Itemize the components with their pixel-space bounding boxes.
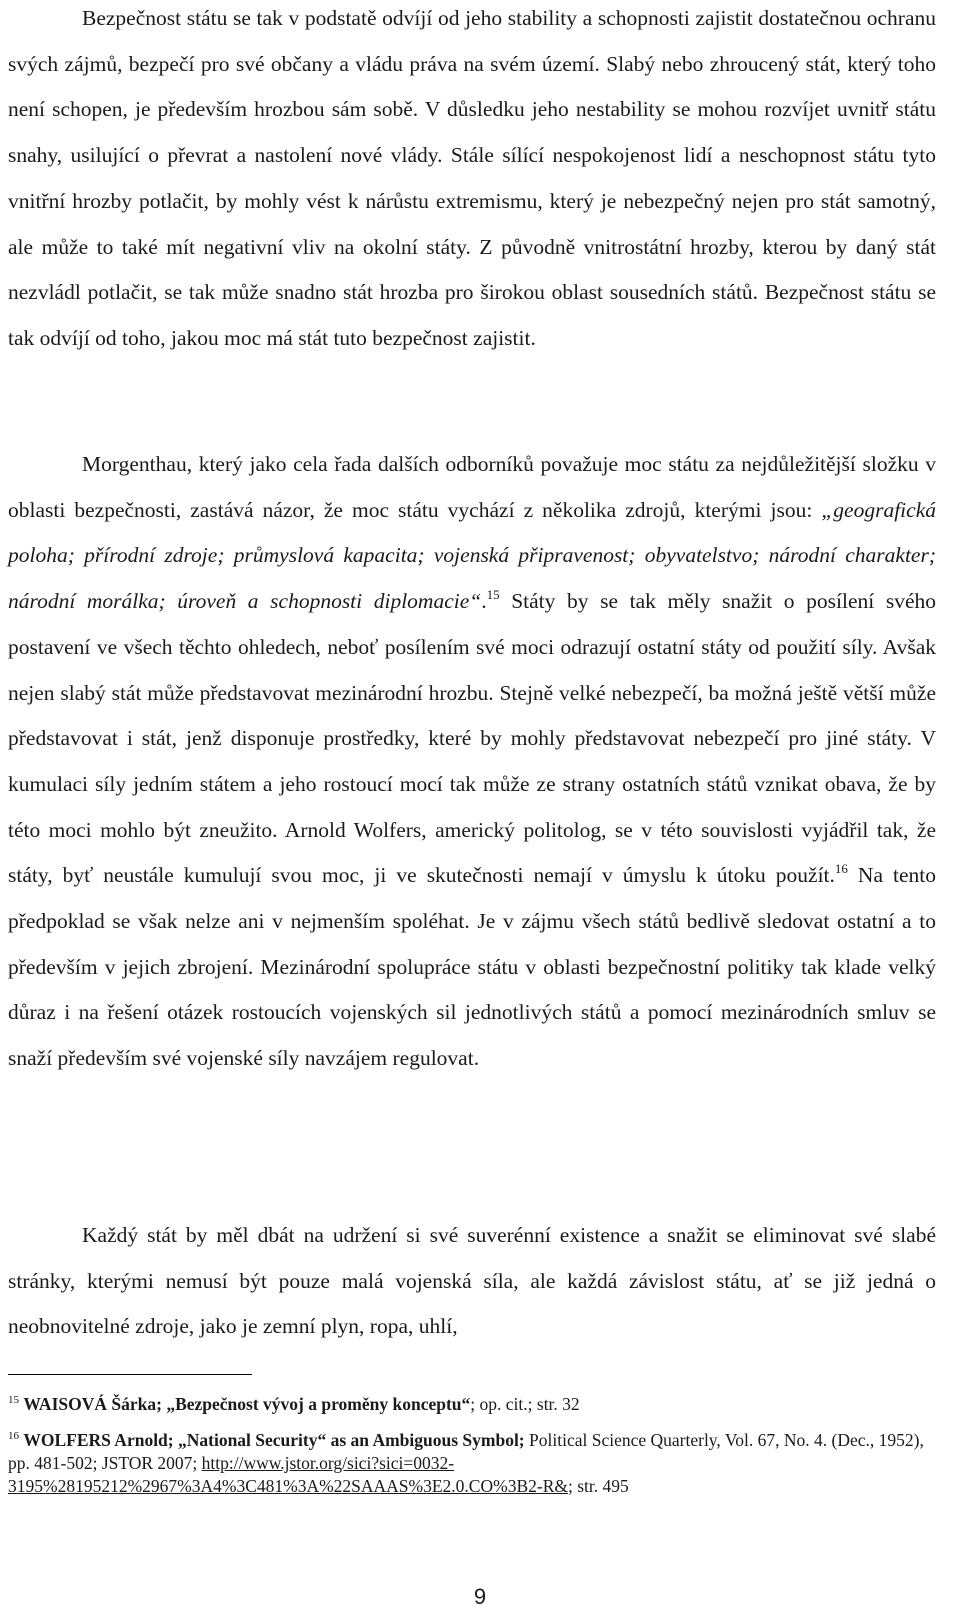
text-run: ; op. cit.; str. 32 <box>470 1394 580 1414</box>
paragraph <box>8 0 936 362</box>
text-run: ; str. 495 <box>567 1475 629 1496</box>
footnote-reference: 16 <box>834 861 848 877</box>
footnote-separator <box>8 1374 252 1375</box>
citation-title: WAISOVÁ Šárka; „Bezpečnost vývoj a proměny konceptu“ <box>23 1394 471 1414</box>
footnote-reference: 16 <box>8 1430 19 1442</box>
text-run: Morgenthau, který jako cela řada dalších odborníků považuje moc státu za nejdůležitější složku v oblasti bezpečnosti, zastává názor, že moc státu vychází z několika zdrojů, kterými jsou: <box>8 452 936 522</box>
text-run: Státy by se tak měly snažit o posílení svého postavení ve všech těchto ohledech, neboť posílením své moci odrazují ostatní státy od použití síly. Avšak nejen slabý stát může představovat mezinárodní hrozbu. Stejně velké nebezpečí, ba možná ještě větší může představovat i stát, jenž disponuje prostředky, které by mohly představovat nebezpečí pro jiné státy. V kumulaci síly jedním státem a jeho rostoucí mocí tak může ze strany ostatních států vznikat obava, že by této moci mohlo být zneužito. Arnold Wolfers, americký politolog, se v této souvislosti vyjádřil tak, že státy, byť neustále kumulují svou moc, ji ve skutečnosti nemají v úmyslu k útoku použít. <box>8 589 936 888</box>
footnote-reference: 15 <box>486 587 500 603</box>
page-number: 9 <box>473 1584 487 1609</box>
paragraph <box>8 1213 936 1350</box>
text-run: Bezpečnost státu se tak v podstatě odvíjí od jeho stability a schopnosti zajistit dostatečnou ochranu svých zájmů, bezpečí pro své občany a vládu práva na svém území. Slabý nebo zhroucený stát, který toho není schopen, je především hrozbou sám sobě. V důsledku jeho nestability se mohou rozvíjet uvnitř státu snahy, usilující o převrat a nastolení nové vlády. Stále sílící nespokojenost lidí a neschopnost státu tyto vnitřní hrozby potlačit, by mohly vést k nárůstu extremismu, který je nebezpečný nejen pro stát samotný, ale může to také mít negativní vliv na okolní státy. Z původně vnitrostátní hrozby, kterou by daný stát nezvládl potlačit, se tak může snadno stát hrozba pro širokou oblast sousedních států. Bezpečnost státu se tak odvíjí od toho, jakou moc má stát tuto bezpečnost zajistit. <box>8 6 936 350</box>
reference-link[interactable]: http://www.jstor.org/sici?sici=0032-3195%28195212%2967%3A4%3C481%3A%22SAAAS%3E2.0.CO%3B2-R& <box>8 1452 568 1496</box>
footnote <box>8 1429 928 1497</box>
text-run: Každý stát by měl dbát na udržení si své suverénní existence a snažit se eliminovat své slabé stránky, kterými nemusí být pouze malá vojenská síla, ale každá závislost státu, ať se již jedná o neobnovitelné zdroje, jako je zemní plyn, ropa, uhlí, <box>8 1223 936 1339</box>
footnote <box>8 1393 928 1416</box>
text-run: . <box>481 589 487 614</box>
quotation: „geografická poloha; přírodní zdroje; průmyslová kapacita; vojenská připravenost; obyvatelstvo; národní charakter; národní morálka; úroveň a schopnosti diplomacie“ <box>8 497 936 614</box>
text-run: Political Science Quarterly, Vol. 67, No. 4. (Dec., 1952), pp. 481-502; JSTOR 2007; <box>8 1430 924 1473</box>
text-run: Na tento předpoklad se však nelze ani v nejmenším spoléhat. Je v zájmu všech států bedlivě sledovat ostatní a to především v jejich zbrojení. Mezinárodní spolupráce státu v oblasti bezpečnostní politiky tak klade velký důraz i na řešení otázek rostoucích vojenských sil jednotlivých států a pomocí mezinárodních smluv se snaží především své vojenské síly navzájem regulovat. <box>8 863 936 1071</box>
paragraph <box>8 442 936 1082</box>
footnote-reference: 15 <box>8 1394 19 1406</box>
citation-title: WOLFERS Arnold; „National Security“ as an Ambiguous Symbol; <box>23 1430 525 1450</box>
